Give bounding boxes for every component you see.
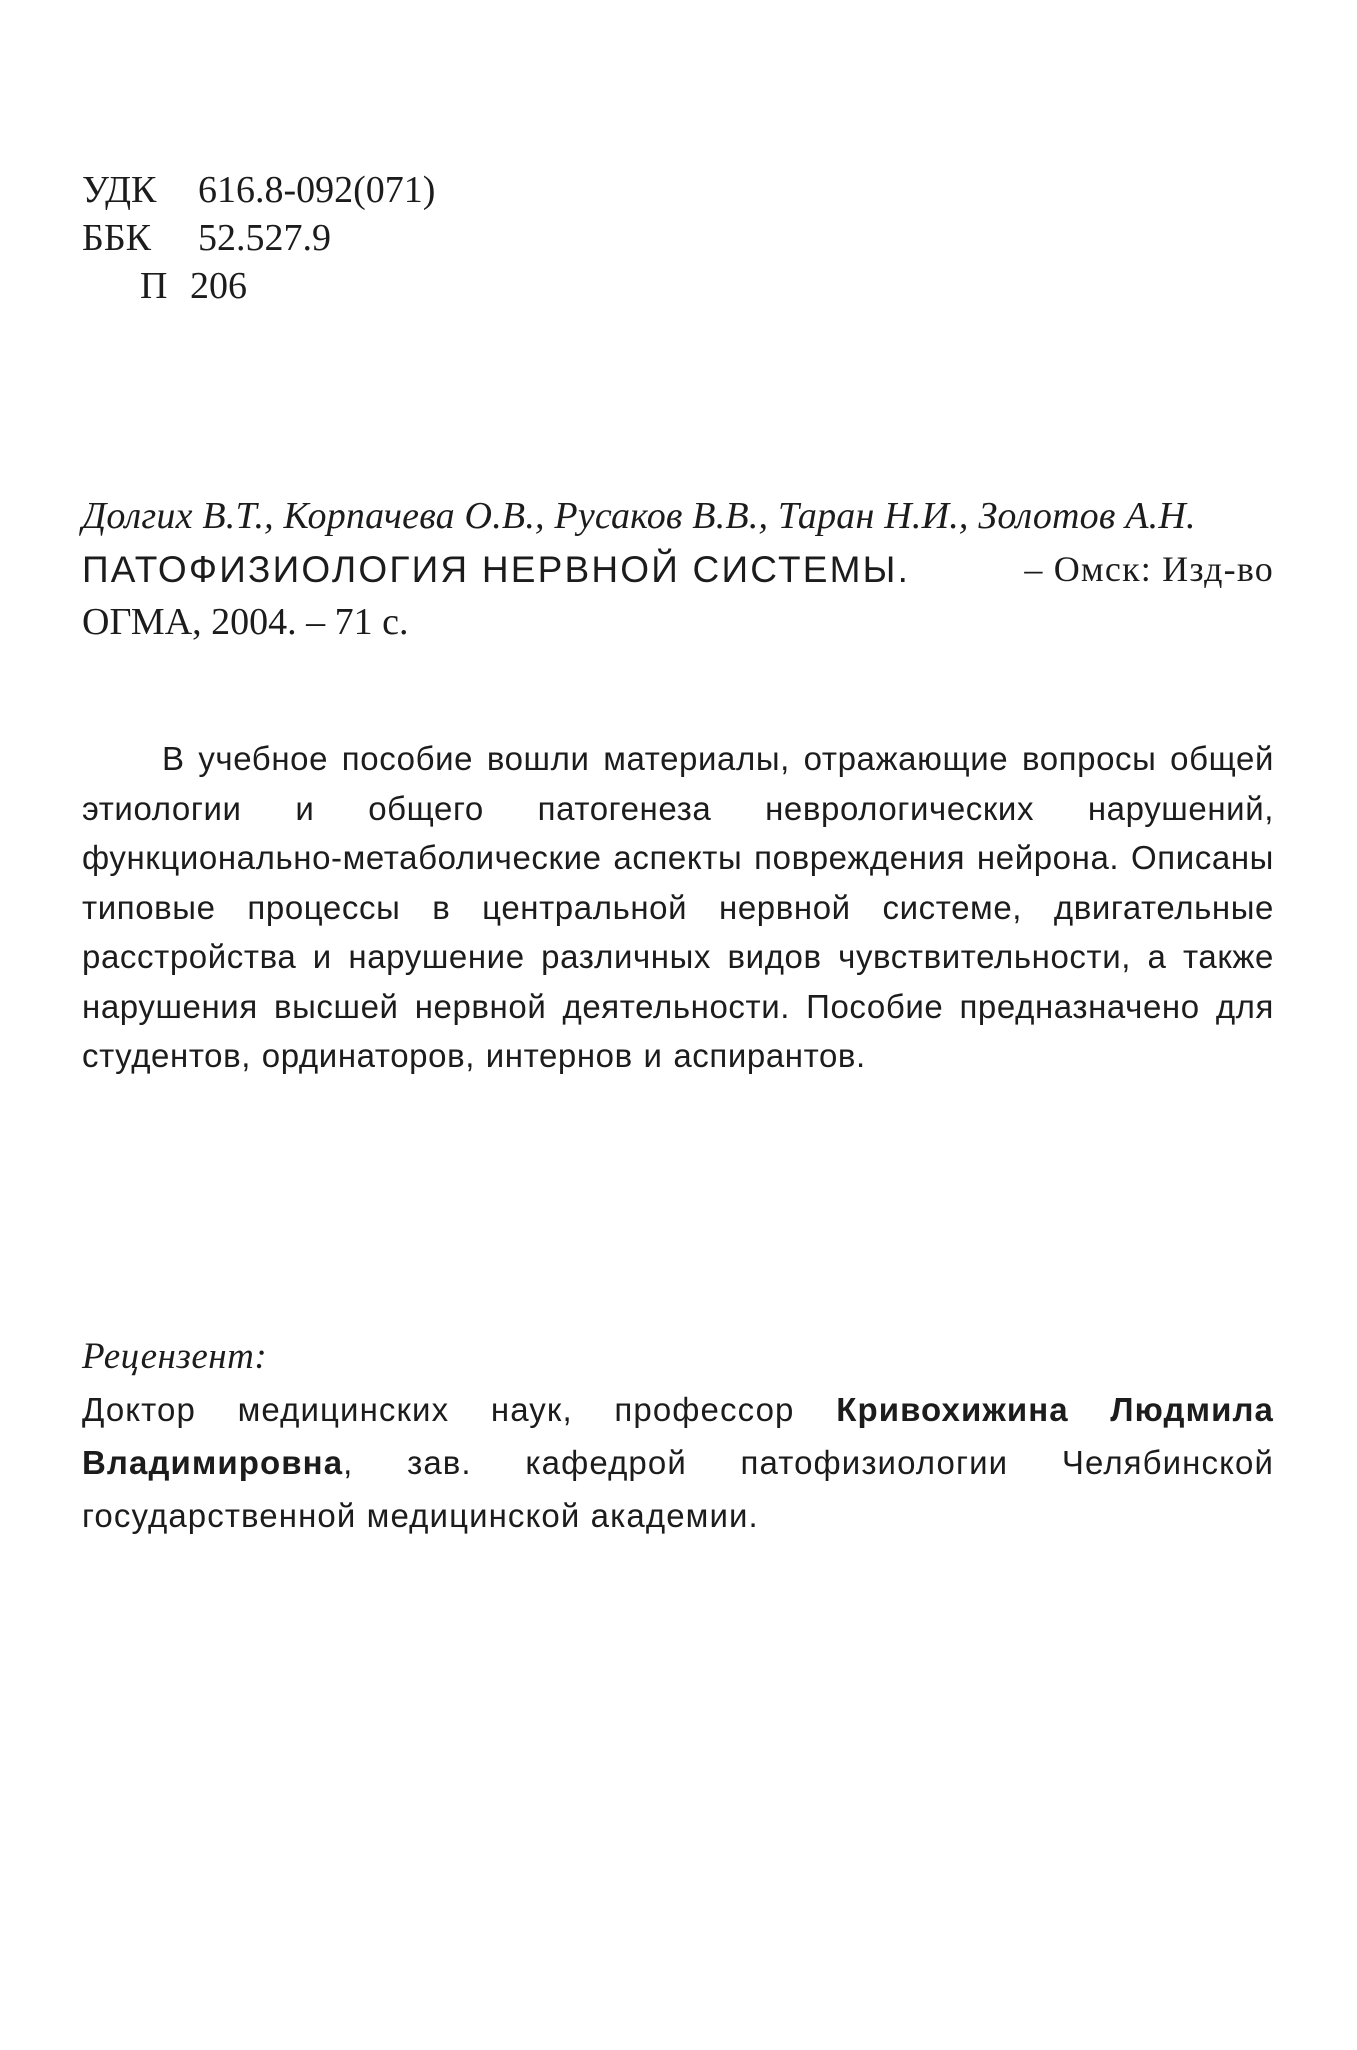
author-mark-value: 206 (190, 265, 247, 307)
reviewer-text (82, 1383, 1274, 1542)
publisher-city: – Омск: Изд-во (1024, 549, 1274, 589)
reviewer-text-before: Доктор медицинских наук, профессор (82, 1391, 795, 1428)
udk-value: 616.8-092(071) (198, 169, 436, 211)
reviewer-name: Кривохижина Людмила Владимировна (82, 1391, 1274, 1481)
bbk-row (82, 214, 435, 262)
bbk-label: ББК (82, 217, 151, 259)
authors-line: Долгих В.Т., Корпачева О.В., Русаков В.В., Таран Н.И., Золотов А.Н. (82, 495, 1196, 537)
book-title: ПАТОФИЗИОЛОГИЯ НЕРВНОЙ СИСТЕМЫ. (82, 549, 911, 590)
classification-block (82, 166, 435, 310)
bbk-value: 52.527.9 (198, 217, 331, 259)
annotation-paragraph: В учебное пособие вошли материалы, отражающие вопросы общей этиологии и общего патогенеза неврологических нарушений, функционально-метаболические аспекты повреждения нейрона. Описаны типовые процессы в центральной нервной системе, двигательные расстройства и нарушение различных видов чувствительности, а также нарушения высшей нервной деятельности. Пособие предназначено для студентов, ординаторов, интернов и аспирантов. (82, 740, 1274, 1074)
udk-row (82, 166, 435, 214)
reviewer-block (82, 1330, 1274, 1542)
udk-label: УДК (82, 169, 157, 211)
reviewer-label: Рецензент: (82, 1336, 268, 1377)
author-mark-row (82, 262, 435, 310)
reviewer-text-after: , зав. кафедрой патофизиологии Челябинской государственной медицинской академии. (82, 1444, 1274, 1534)
bibliographic-record (82, 490, 1274, 649)
publisher-line: ОГМА, 2004. – 71 с. (82, 601, 409, 643)
title-line (82, 543, 1274, 596)
author-mark-label: П (140, 265, 168, 307)
